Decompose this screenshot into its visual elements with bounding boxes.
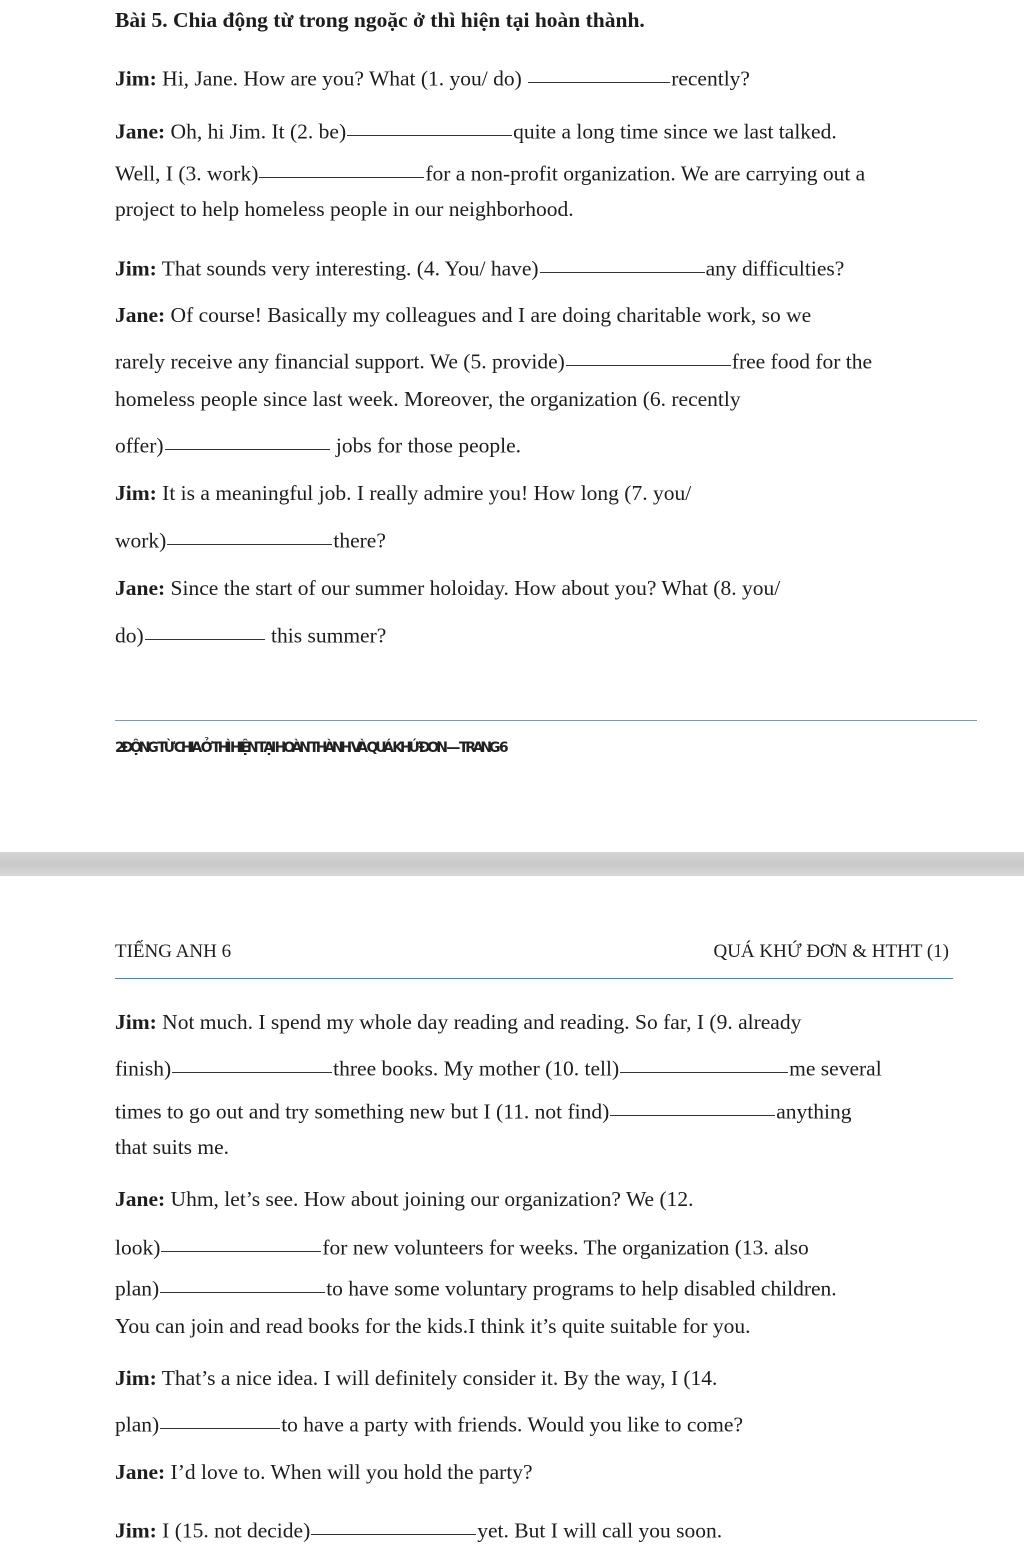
- answer-blank-1[interactable]: [528, 60, 670, 83]
- dialogue-line-23: plan) to have a party with friends. Would you like to come?: [115, 1409, 743, 1436]
- answer-blank-11[interactable]: [610, 1093, 775, 1116]
- answer-blank-8[interactable]: [145, 617, 265, 640]
- answer-blank-15[interactable]: [311, 1512, 476, 1535]
- dialogue-line-6: Jane: Of course! Basically my colleagues and I are doing charitable work, so we: [115, 303, 812, 327]
- header-topic: QUÁ KHỨ ĐƠN & HTHT (1): [713, 941, 949, 962]
- dialogue-line-7: rarely receive any financial support. We (5. provide) free food for the: [115, 346, 872, 373]
- speaker-jim: Jim:: [115, 1010, 157, 1034]
- speaker-jim: Jim:: [115, 1366, 157, 1390]
- dialogue-line-13: do) this summer?: [115, 620, 386, 647]
- answer-blank-6[interactable]: [165, 427, 330, 450]
- answer-blank-4[interactable]: [540, 250, 705, 273]
- dialogue-line-22: Jim: That’s a nice idea. I will definitely consider it. By the way, I (14.: [115, 1366, 718, 1390]
- dialogue-line-4: project to help homeless people in our neighborhood.: [115, 197, 574, 221]
- dialogue-line-14: Jim: Not much. I spend my whole day reading and reading. So far, I (9. already: [115, 1010, 802, 1034]
- speaker-jane: Jane:: [115, 119, 166, 144]
- answer-blank-2[interactable]: [347, 113, 512, 136]
- dialogue-line-21: You can join and read books for the kids.I think it’s quite suitable for you.: [115, 1314, 751, 1338]
- header-rule: [115, 978, 953, 979]
- dialogue-line-12: Jane: Since the start of our summer holoiday. How about you? What (8. you/: [115, 576, 781, 600]
- dialogue-line-8: homeless people since last week. Moreover, the organization (6. recently: [115, 387, 741, 411]
- answer-blank-3[interactable]: [259, 155, 424, 178]
- page-footer-text: 2ĐỘNG TỪ CHIA Ở THÌ HIỆN TẠI HOÀN THÀNH VÀ QUÁ KHỨ ĐƠN — TRANG 6: [115, 740, 506, 756]
- dialogue-line-5: Jim: That sounds very interesting. (4. You/ have) any difficulties?: [115, 253, 844, 280]
- header-subject: TIẾNG ANH 6: [115, 941, 232, 962]
- worksheet-page-lower: [0, 876, 1024, 1560]
- dialogue-line-1: Jim: Hi, Jane. How are you? What (1. you/ do) recently?: [115, 63, 750, 90]
- dialogue-line-15: finish) three books. My mother (10. tell) me several: [115, 1053, 882, 1080]
- speaker-jim: Jim:: [115, 1518, 157, 1543]
- speaker-jane: Jane:: [115, 576, 166, 600]
- answer-blank-10[interactable]: [620, 1050, 788, 1073]
- speaker-jim: Jim:: [115, 66, 157, 91]
- speaker-jane: Jane:: [115, 303, 166, 327]
- speaker-jane: Jane:: [115, 1187, 166, 1211]
- dialogue-line-19: look) for new volunteers for weeks. The organization (13. also: [115, 1232, 809, 1259]
- dialogue-line-11: work) there?: [115, 525, 386, 552]
- dialogue-line-3: Well, I (3. work) for a non-profit organization. We are carrying out a: [115, 158, 865, 185]
- speaker-jim: Jim:: [115, 481, 157, 505]
- speaker-jane: Jane:: [115, 1460, 166, 1484]
- dialogue-line-17: that suits me.: [115, 1135, 230, 1159]
- answer-blank-5[interactable]: [566, 343, 731, 366]
- speaker-jim: Jim:: [115, 256, 157, 281]
- dialogue-line-10: Jim: It is a meaningful job. I really admire you! How long (7. you/: [115, 481, 692, 505]
- dialogue-line-16: times to go out and try something new but I (11. not find) anything: [115, 1096, 852, 1123]
- dialogue-line-18: Jane: Uhm, let’s see. How about joining our organization? We (12.: [115, 1187, 694, 1211]
- answer-blank-7[interactable]: [167, 522, 332, 545]
- dialogue-line-25: Jim: I (15. not decide) yet. But I will call you soon.: [115, 1515, 722, 1542]
- dialogue-line-9: offer) jobs for those people.: [115, 430, 521, 457]
- answer-blank-9[interactable]: [172, 1050, 332, 1073]
- answer-blank-14[interactable]: [160, 1406, 280, 1429]
- exercise-title: Bài 5. Chia động từ trong ngoặc ở thì hiện tại hoàn thành.: [115, 8, 645, 32]
- dialogue-line-20: plan) to have some voluntary programs to help disabled children.: [115, 1273, 837, 1300]
- dialogue-line-2: Jane: Oh, hi Jim. It (2. be) quite a long time since we last talked.: [115, 116, 837, 143]
- answer-blank-12[interactable]: [161, 1229, 321, 1252]
- answer-blank-13[interactable]: [160, 1270, 325, 1293]
- page-bottom-rule: [115, 720, 977, 721]
- dialogue-line-24: Jane: I’d love to. When will you hold the party?: [115, 1460, 533, 1484]
- page-separator: [0, 852, 1024, 876]
